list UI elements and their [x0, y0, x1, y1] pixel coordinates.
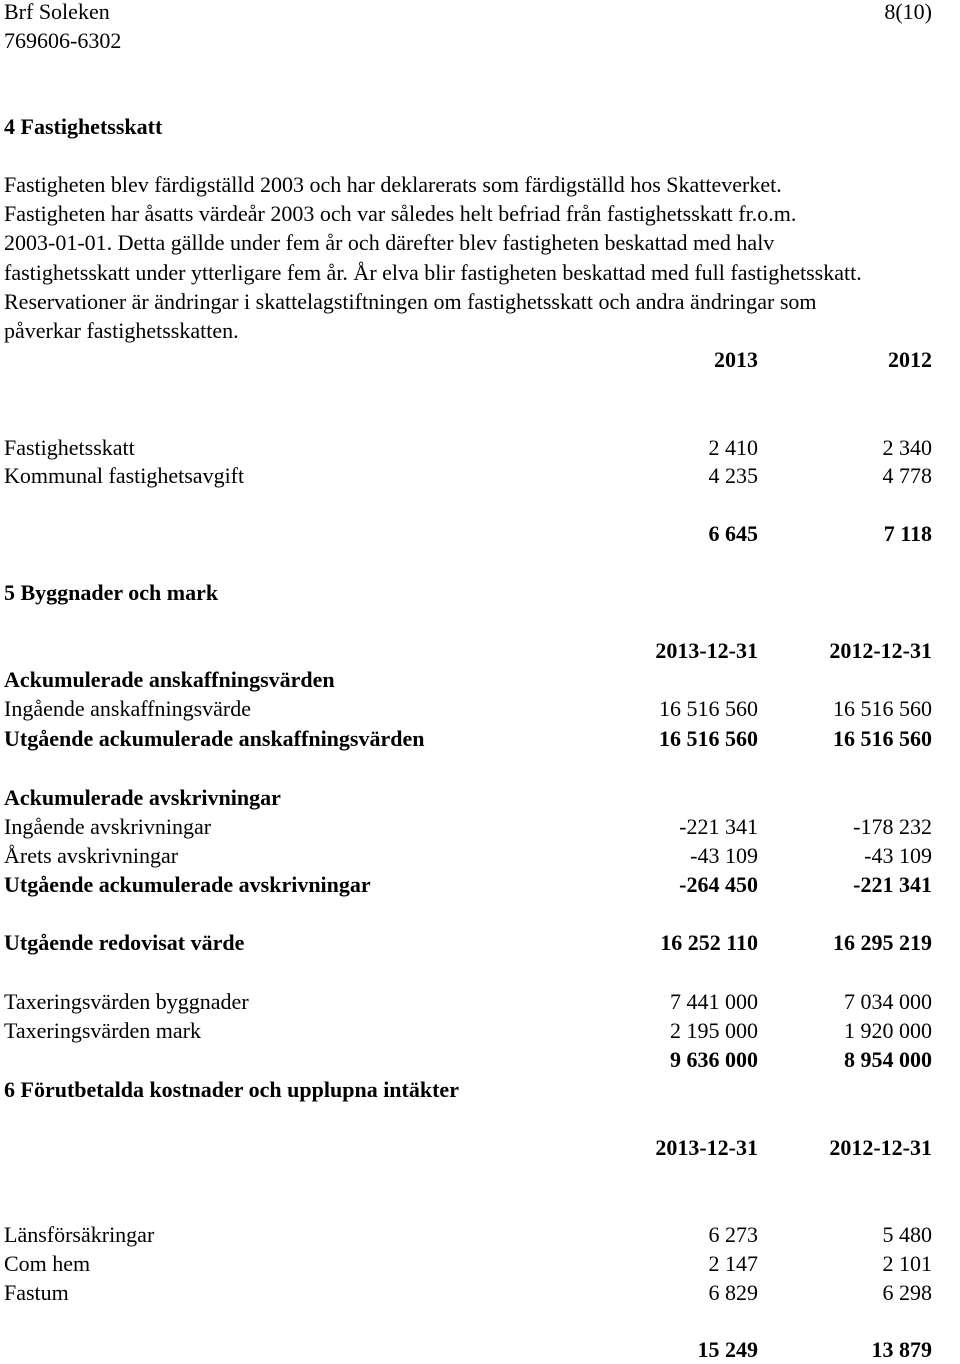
- table-cell: -221 341: [679, 814, 758, 839]
- note4-heading: 4 Fastighetsskatt: [4, 114, 163, 139]
- table-cell: 4 778: [882, 463, 932, 488]
- table-cell: 16 516 560: [659, 696, 758, 721]
- table-cell: -43 109: [864, 843, 932, 868]
- table-row-label: Ingående anskaffningsvärde: [4, 696, 251, 721]
- note5-col1-header: 2013-12-31: [655, 638, 758, 663]
- note4-paragraph-line: fastighetsskatt under ytterligare fem år. År elva blir fastigheten beskattad med full fastighetsskatt.: [4, 259, 862, 285]
- table-cell: 16 295 219: [833, 930, 932, 955]
- note4-col2-header: 2012: [888, 347, 932, 372]
- table-cell: 16 252 110: [660, 930, 758, 955]
- note6-total-1: 15 249: [697, 1337, 758, 1362]
- note4-paragraph-line: Reservationer är ändringar i skattelagstiftningen om fastighetsskatt och andra ändringar som: [4, 288, 817, 314]
- note4-paragraph-line: 2003-01-01. Detta gällde under fem år och därefter blev fastigheten beskattad med halv: [4, 230, 775, 256]
- table-cell: 1 920 000: [844, 1018, 932, 1043]
- table-row-label: Utgående ackumulerade avskrivningar: [4, 872, 371, 897]
- table-row-label: Com hem: [4, 1251, 91, 1276]
- table-cell: 6 273: [708, 1222, 758, 1247]
- note5-heading: 5 Byggnader och mark: [4, 580, 219, 605]
- company-name: Brf Soleken: [4, 0, 110, 24]
- page-number: 8(10): [884, 0, 932, 24]
- table-cell: 16 516 560: [833, 696, 932, 721]
- table-cell: -264 450: [679, 872, 758, 897]
- table-cell: 2 410: [708, 435, 758, 460]
- table-row-label: Kommunal fastighetsavgift: [4, 463, 245, 488]
- dep-heading: Ackumulerade avskrivningar: [4, 785, 281, 810]
- table-row-label: Fastighetsskatt: [4, 435, 135, 460]
- table-cell: 7 441 000: [670, 989, 758, 1014]
- table-cell: -43 109: [690, 843, 758, 868]
- note6-total-2: 13 879: [871, 1337, 932, 1362]
- table-cell: 4 235: [708, 463, 758, 488]
- table-cell: 6 298: [882, 1280, 932, 1305]
- note4-paragraph-line: Fastigheten blev färdigställd 2003 och har deklarerats som färdigställd hos Skatteverket.: [4, 172, 782, 197]
- note4-paragraph-line: påverkar fastighetsskatten.: [4, 318, 239, 344]
- table-cell: 2 147: [708, 1251, 758, 1276]
- note4-total-1: 6 645: [708, 521, 758, 546]
- table-row-label: Ingående avskrivningar: [4, 814, 212, 839]
- table-row-label: Utgående redovisat värde: [4, 930, 245, 955]
- table-cell: -178 232: [853, 814, 932, 839]
- table-row-label: Utgående ackumulerade anskaffningsvärden: [4, 726, 425, 751]
- table-row-label: Taxeringsvärden byggnader: [4, 989, 249, 1014]
- table-cell: 6 829: [708, 1280, 758, 1305]
- table-cell: 2 195 000: [670, 1018, 758, 1043]
- table-cell: 5 480: [882, 1222, 932, 1247]
- table-cell: -221 341: [853, 872, 932, 897]
- table-cell: 2 101: [882, 1251, 932, 1276]
- note6-heading: 6 Förutbetalda kostnader och upplupna intäkter: [4, 1077, 459, 1102]
- note4-total-2: 7 118: [883, 521, 932, 546]
- table-cell: 16 516 560: [833, 726, 932, 751]
- table-row-label: Länsförsäkringar: [4, 1222, 155, 1247]
- org-number: 769606-6302: [4, 28, 122, 53]
- table-cell: 7 034 000: [844, 989, 932, 1014]
- note6-col2-header: 2012-12-31: [829, 1135, 932, 1160]
- note6-col1-header: 2013-12-31: [655, 1135, 758, 1160]
- tax-total-2: 8 954 000: [844, 1047, 932, 1072]
- tax-total-1: 9 636 000: [670, 1047, 758, 1072]
- note4-paragraph: [4, 170, 949, 345]
- note4-paragraph-line: Fastigheten har åsatts värdeår 2003 och var således helt befriad från fastighetsskatt fr.o.m.: [4, 201, 797, 227]
- table-cell: 16 516 560: [659, 726, 758, 751]
- table-row-label: Taxeringsvärden mark: [4, 1018, 201, 1043]
- acq-heading: Ackumulerade anskaffningsvärden: [4, 667, 335, 692]
- table-row-label: Årets avskrivningar: [4, 843, 179, 868]
- note5-col2-header: 2012-12-31: [829, 638, 932, 663]
- table-cell: 2 340: [882, 435, 932, 460]
- table-row-label: Fastum: [4, 1280, 69, 1305]
- note4-col1-header: 2013: [714, 347, 758, 372]
